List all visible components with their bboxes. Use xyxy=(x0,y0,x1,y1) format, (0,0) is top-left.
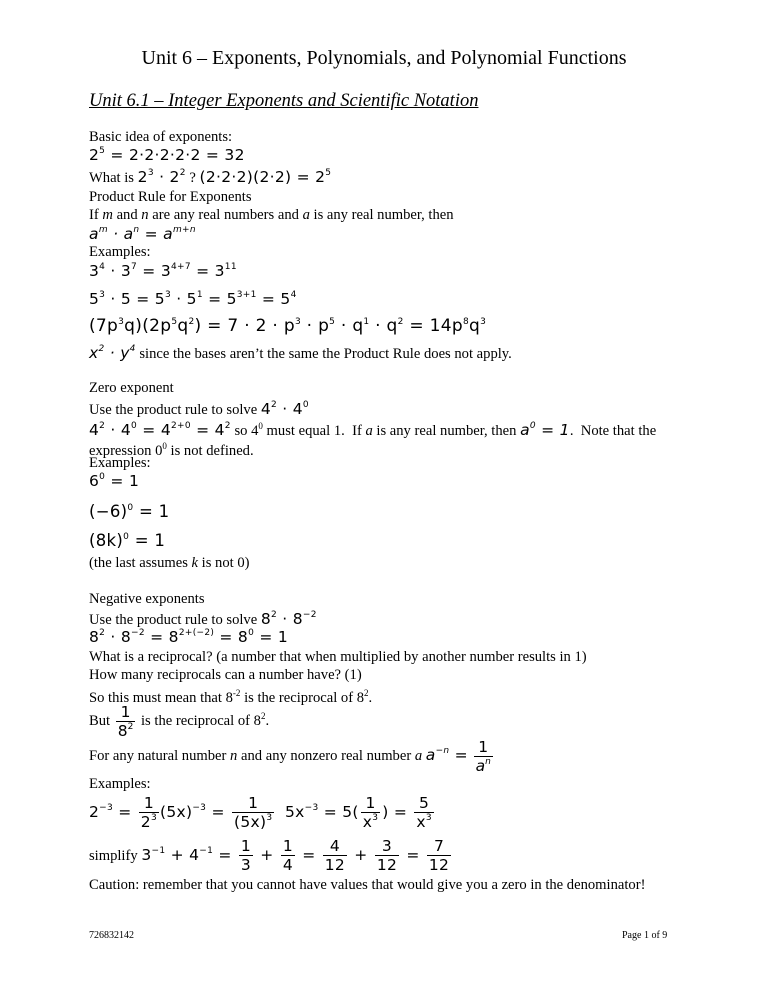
zero-use-line xyxy=(89,399,309,419)
negative-heading: Negative exponents xyxy=(89,591,205,607)
zero-example-1: $6^0 = 1$ xyxy=(89,472,140,490)
negative-example-1: $2^{-3}$ = $\frac{1}{2^3}$ xyxy=(89,794,157,831)
but-text: But xyxy=(89,712,111,729)
negative-rule-lhs: $a^{-n}$ = xyxy=(425,745,468,764)
negative-example-2: $(5x)^{-3}$ = $\frac{1}{(5x)^3}$ xyxy=(160,794,273,831)
basic-heading: Basic idea of exponents: xyxy=(89,129,233,145)
but-line: But $\frac{1}{8^2}$ is the reciprocal of $8^2$. xyxy=(89,703,270,740)
product-rule-statement: If m and n are any real numbers and a is any real number, then xyxy=(89,207,454,223)
zero-equation: $4^2 \cdot 4^0 = 4^{2+0} = 4^2$ xyxy=(89,420,231,439)
product-rule-example-4 xyxy=(89,343,512,363)
page-title: Unit 6 – Exponents, Polynomials, and Polynomial Functions xyxy=(141,47,627,69)
simplify-line xyxy=(89,837,453,874)
caution-note: Caution: remember that you cannot have values that would give you a zero in the denominator! xyxy=(89,877,646,893)
simplify-expression: $3^{-1} + 4^{-1}$ = $\frac{1}{3}$ + $\frac{1}{4}$ = $\frac{4}{12}$ + $\frac{3}{12}$ = $\frac{7}{12}$ xyxy=(141,837,450,874)
zero-rule-line: $4^2 \cdot 4^0 = 4^{2+0} = 4^2$ so $4^0$ must equal 1. If a is any real number, then $a^0 = 1$. Note that the xyxy=(89,420,657,439)
section-title: Unit 6.1 – Integer Exponents and Scientific Notation xyxy=(89,91,479,111)
zero-rule-formula: $a^0 = 1$ xyxy=(520,420,570,439)
zero-example-3: $(8k)^0 = 1$ xyxy=(89,531,166,550)
reciprocal-conclusion: So this must mean that $8^{-2}$ is the reciprocal of $8^2$. xyxy=(89,688,373,706)
zero-example-2: $(-6)^0 = 1$ xyxy=(89,502,170,521)
example-4-note: since the bases aren’t the same the Product Rule does not apply. xyxy=(139,346,512,362)
what-is-text: What is xyxy=(89,170,134,186)
negative-equation: $8^2 \cdot 8^{-2} = 8^{2+(-2)} = 8^0 = 1$ xyxy=(89,628,289,646)
product-rule-example-1: $3^4 \cdot 3^7 = 3^{4+7} = 3^{11}$ xyxy=(89,262,237,280)
negative-use-text: Use the product rule to solve xyxy=(89,612,258,628)
negative-use-expression: $8^2 \cdot 8^{-2}$ xyxy=(260,610,317,628)
reciprocal-question: What is a reciprocal? (a number that when multiplied by another number results in 1) xyxy=(89,649,587,665)
what-is-answer: $(2\cdot 2\cdot 2)(2\cdot 2) = 2^5$ xyxy=(199,168,332,186)
what-is-expression: $2^3 \cdot 2^2$ xyxy=(137,168,186,186)
zero-use-expression: $4^2 \cdot 4^0$ xyxy=(260,400,309,418)
examples-label: Examples: xyxy=(89,244,151,260)
basic-equation: $2^5 = 2\cdot 2\cdot 2\cdot 2\cdot 2 = 32$ xyxy=(89,146,245,164)
footer-id: 726832142 xyxy=(89,930,134,941)
negative-use-line xyxy=(89,609,317,629)
zero-use-text: Use the product rule to solve xyxy=(89,402,258,418)
product-rule-example-3: $(7p^3q)(2p^5q^2) = 7 \cdot 2 \cdot p^3 \cdot p^5 \cdot q^1 \cdot q^2 = 14p^8q^3$ xyxy=(89,316,487,336)
negative-example-3: $5x^{-3} = 5$( $\frac{1}{x^3}$ ) = $\frac{5}{x^3}$ xyxy=(285,794,432,831)
simplify-label: simplify xyxy=(89,848,138,864)
but-fraction: $\frac{1}{8^2}$ xyxy=(117,703,134,740)
negative-rule-fraction: $\frac{1}{a^n}$ xyxy=(475,738,491,775)
zero-example-note: (the last assumes k is not 0) xyxy=(89,555,250,571)
negative-examples-label: Examples: xyxy=(89,776,151,792)
zero-heading: Zero exponent xyxy=(89,380,174,396)
footer-page: Page 1 of 9 xyxy=(622,930,668,941)
reciprocal-count: How many reciprocals can a number have? (1) xyxy=(89,667,362,683)
product-rule-example-2: $5^3 \cdot 5 = 5^3 \cdot 5^1 = 5^{3+1} = 5^4$ xyxy=(89,290,297,308)
zero-examples-label: Examples: xyxy=(89,455,151,471)
zero-note-2: expression $0^0$ is not defined. xyxy=(89,441,254,459)
product-rule-formula: $a^m \cdot a^n = a^{m+n}$ xyxy=(89,225,196,243)
product-rule-heading: Product Rule for Exponents xyxy=(89,189,252,205)
example-4-expression: $x^2 \cdot y^4$ xyxy=(89,344,136,362)
what-is-line: What is $2^3 \cdot 2^2$ ? $(2\cdot 2\cdot 2)(2\cdot 2) = 2^5$ xyxy=(89,168,332,186)
negative-rule-line: For any natural number n and any nonzero real number a $a^{-n}$ = $\frac{1}{a^n}$ xyxy=(89,738,491,775)
